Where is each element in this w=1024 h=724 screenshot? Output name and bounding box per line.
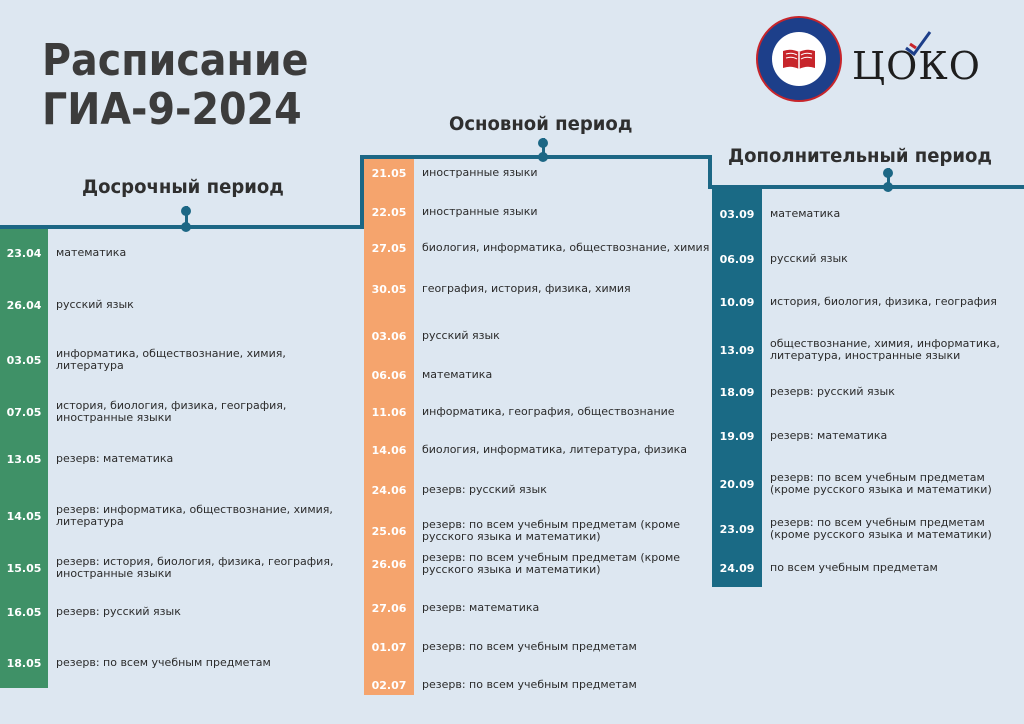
extra-connector-dot-bottom [883,182,893,192]
extra-schedule-row [712,470,1020,498]
extra-subject: математика [770,207,841,220]
main-schedule-row [364,275,712,303]
main-date: 14.06 [371,443,407,457]
extra-subject: история, биология, физика, география [770,295,997,308]
main-subject: иностранные языки [422,166,538,179]
main-date: 21.05 [371,166,407,180]
main-period-title: Основной период [449,113,633,135]
early-subject: резерв: математика [56,452,174,465]
early-schedule-row [0,291,356,319]
main-schedule-row [364,550,712,578]
extra-date: 03.09 [719,207,755,221]
early-date: 07.05 [6,405,42,419]
early-subject: резерв: история, биология, физика, география, иностранные языки [56,555,334,580]
main-subject: резерв: по всем учебным предметам (кроме русского языка и математики) [422,551,681,576]
extra-subject: по всем учебным предметам [770,561,938,574]
extra-date: 18.09 [719,385,755,399]
early-date: 03.05 [6,353,42,367]
early-schedule-row [0,649,356,677]
main-schedule-row [364,322,712,350]
early-date: 15.05 [6,561,42,575]
main-connector-dot [538,138,548,148]
early-subject: история, биология, физика, география, иностранные языки [56,399,287,424]
early-date: 14.05 [6,509,42,523]
extra-date: 13.09 [719,343,755,357]
extra-date: 06.09 [719,252,755,266]
page-title-line-2: ГИА-9-2024 [42,84,302,135]
main-date: 22.05 [371,205,407,219]
extra-connector-dot [883,168,893,178]
main-schedule-row [364,159,712,187]
early-schedule-row [0,554,356,582]
early-schedule-row [0,239,356,267]
main-date: 11.06 [371,405,407,419]
extra-date: 19.09 [719,429,755,443]
main-subject: биология, информатика, литература, физика [422,443,688,456]
main-schedule-row [364,398,712,426]
page-title-line-1: Расписание [42,35,309,86]
extra-schedule-row [712,245,1020,273]
early-date: 16.05 [6,605,42,619]
main-schedule-row [364,517,712,545]
early-subject: резерв: русский язык [56,605,181,618]
main-date: 02.07 [371,678,407,692]
ministry-emblem-logo [756,16,842,102]
early-date: 13.05 [6,452,42,466]
extra-schedule-row [712,200,1020,228]
early-connector-dot-bottom [181,222,191,232]
early-subject: математика [56,246,127,259]
main-subject: информатика, география, обществознание [422,405,675,418]
main-date: 26.06 [371,557,407,571]
main-subject: биология, информатика, обществознание, химия [422,241,710,254]
main-schedule-row [364,436,712,464]
main-subject: математика [422,368,493,381]
main-schedule-row [364,361,712,389]
early-schedule-row [0,346,356,374]
extra-date: 20.09 [719,477,755,491]
main-schedule-row [364,234,712,262]
extra-period-title: Дополнительный период [728,145,993,167]
main-subject: резерв: по всем учебным предметам [422,678,637,691]
early-subject: русский язык [56,298,134,311]
book-icon [781,48,817,70]
early-subject: резерв: информатика, обществознание, химия, литература [56,503,333,528]
extra-subject: резерв: математика [770,429,888,442]
tsoko-logo: ЦОКО [852,44,981,88]
main-date: 27.06 [371,601,407,615]
early-date: 23.04 [6,246,42,260]
extra-subject: русский язык [770,252,848,265]
main-date: 25.06 [371,524,407,538]
early-schedule-row [0,502,356,530]
early-connector-dot [181,206,191,216]
main-subject: резерв: по всем учебным предметам [422,640,637,653]
extra-subject: резерв: русский язык [770,385,895,398]
extra-schedule-row [712,378,1020,406]
early-subject: резерв: по всем учебным предметам [56,656,271,669]
extra-date: 10.09 [719,295,755,309]
main-subject: география, история, физика, химия [422,282,631,295]
extra-subject: резерв: по всем учебным предметам (кроме русского языка и математики) [770,516,992,541]
main-schedule-row [364,594,712,622]
early-period-title: Досрочный период [82,176,284,198]
main-date: 30.05 [371,282,407,296]
main-schedule-row [364,633,712,661]
main-date: 27.05 [371,241,407,255]
early-subject: информатика, обществознание, химия, литература [56,347,286,372]
extra-schedule-row [712,336,1020,364]
main-date: 03.06 [371,329,407,343]
early-date: 18.05 [6,656,42,670]
extra-schedule-row [712,554,1020,582]
early-schedule-row [0,598,356,626]
main-subject: русский язык [422,329,500,342]
main-date: 24.06 [371,483,407,497]
early-schedule-row [0,445,356,473]
early-date: 26.04 [6,298,42,312]
main-schedule-row [364,671,712,699]
extra-date: 24.09 [719,561,755,575]
tsoko-check-icon [902,28,932,58]
main-date: 01.07 [371,640,407,654]
extra-subject: резерв: по всем учебным предметам (кроме русского языка и математики) [770,471,992,496]
logo-area [752,16,1002,116]
extra-schedule-row [712,422,1020,450]
early-schedule-row [0,398,356,426]
main-subject: резерв: по всем учебным предметам (кроме русского языка и математики) [422,518,681,543]
extra-schedule-row [712,288,1020,316]
main-subject: иностранные языки [422,205,538,218]
extra-subject: обществознание, химия, информатика, литература, иностранные языки [770,337,1000,362]
page-title [42,36,308,134]
main-subject: резерв: русский язык [422,483,547,496]
main-subject: резерв: математика [422,601,540,614]
main-schedule-row [364,476,712,504]
main-schedule-row [364,198,712,226]
extra-schedule-row [712,515,1020,543]
main-date: 06.06 [371,368,407,382]
extra-date: 23.09 [719,522,755,536]
